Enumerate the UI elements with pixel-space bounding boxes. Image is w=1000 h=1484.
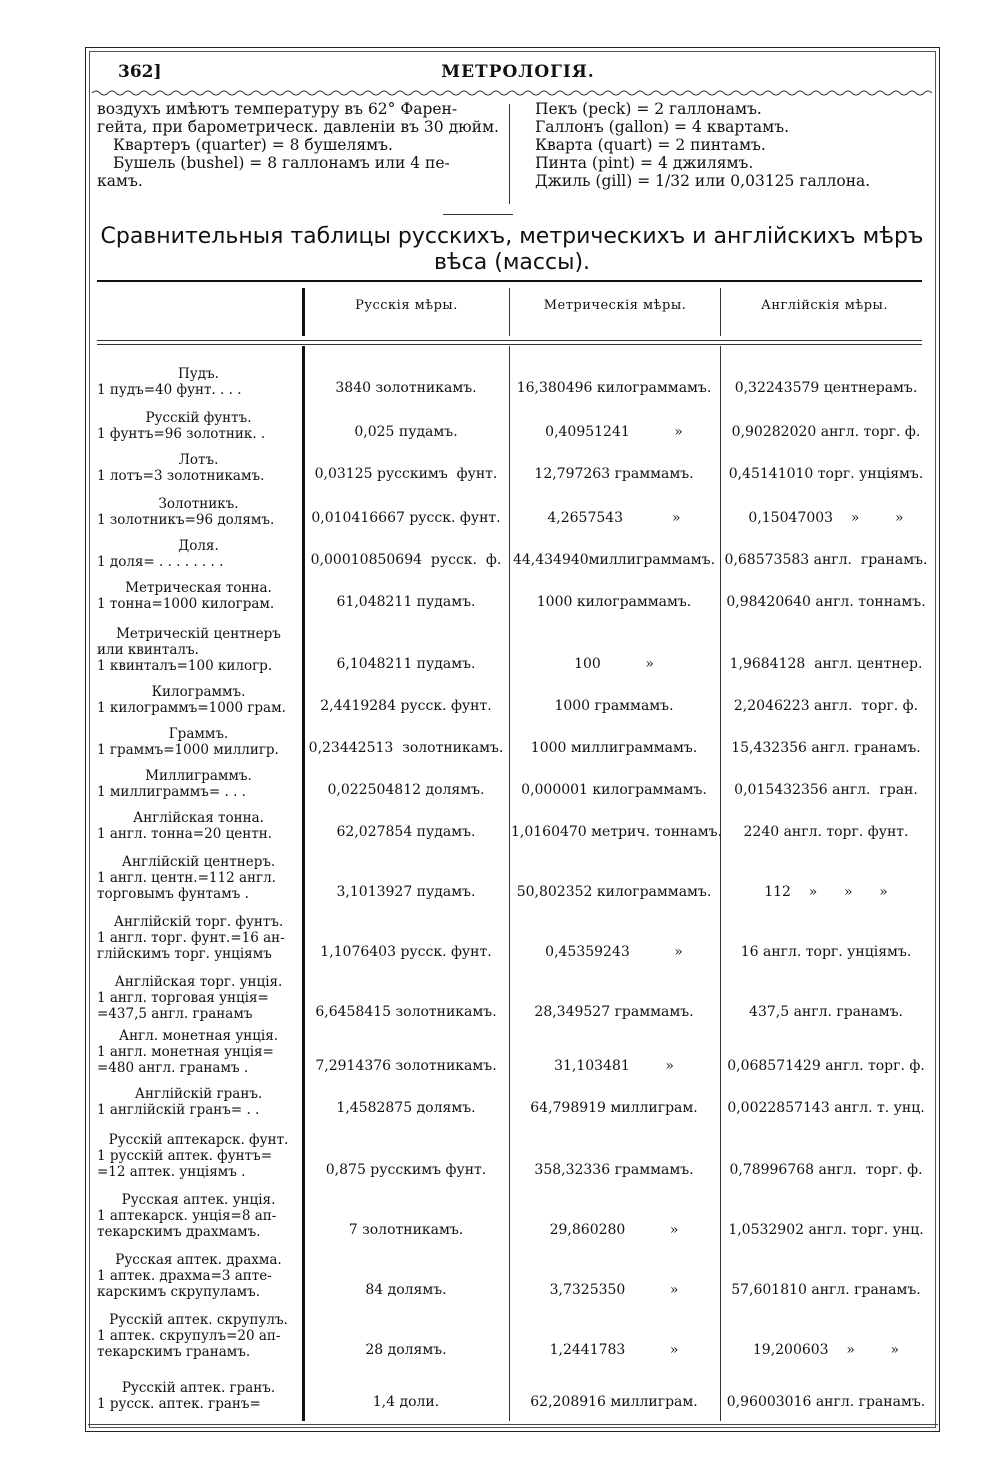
title-rule bbox=[97, 280, 922, 282]
table-row bbox=[97, 618, 932, 680]
unit-cell bbox=[97, 768, 300, 800]
russian-cell: 2,4419284 русск. фунт. bbox=[320, 698, 492, 714]
unit-line: Лотъ. bbox=[178, 452, 219, 468]
metric-cell: 12,797263 граммамъ. bbox=[534, 466, 694, 482]
russian-cell: 0,875 русскимъ фунт. bbox=[325, 1162, 487, 1178]
unit-line: 1 аптек. скрупулъ=20 ап- bbox=[97, 1328, 281, 1344]
section-title-line: Сравнительныя таблицы русскихъ, метрическихъ и англійскихъ мѣръ bbox=[100, 224, 924, 249]
unit-line: Миллиграммъ. bbox=[145, 768, 252, 784]
column-header-russian: Русскія мѣры. bbox=[355, 298, 458, 313]
unit-line: 1 миллиграммъ= . . . bbox=[97, 784, 246, 800]
unit-line: карскимъ скрупуламъ. bbox=[97, 1284, 261, 1300]
unit-line: 1 русск. аптек. гранъ= bbox=[97, 1396, 261, 1412]
metric-cell: 1000 граммамъ. bbox=[554, 698, 674, 714]
english-cell: 0,96003016 англ. гранамъ. bbox=[726, 1394, 926, 1410]
russian-cell: 6,1048211 пудамъ. bbox=[336, 656, 476, 672]
unit-line: 1 англ. монетная унція= bbox=[97, 1044, 274, 1060]
column-header-metric: Метрическія мѣры. bbox=[543, 298, 687, 313]
english-cell: 16 англ. торг. унціямъ. bbox=[740, 944, 912, 960]
russian-cell: 3840 золотникамъ. bbox=[335, 380, 477, 396]
table-row bbox=[97, 1124, 932, 1186]
table-row bbox=[97, 680, 932, 722]
intro-left-line: камъ. bbox=[97, 172, 143, 190]
unit-line: Метрическій центнеръ bbox=[116, 626, 281, 642]
russian-cell: 84 долямъ. bbox=[365, 1282, 447, 1298]
unit-line: Русская аптек. унція. bbox=[121, 1192, 276, 1208]
column-separator bbox=[509, 288, 510, 336]
unit-line: Доля. bbox=[178, 538, 219, 554]
unit-cell bbox=[97, 538, 300, 570]
intro-right-line: Пекъ (peck) = 2 галлонамъ. bbox=[535, 100, 762, 118]
metric-cell: 28,349527 граммамъ. bbox=[534, 1004, 694, 1020]
table-row bbox=[97, 1366, 932, 1418]
table-row bbox=[97, 722, 932, 764]
table-row bbox=[97, 1028, 932, 1082]
intro-right-column bbox=[535, 100, 930, 190]
table-row bbox=[97, 490, 932, 534]
metric-cell: 44,434940миллиграммамъ. bbox=[512, 552, 716, 568]
wavy-rule bbox=[92, 88, 932, 98]
metric-cell: 16,380496 килограммамъ. bbox=[516, 380, 712, 396]
metric-cell: 1,0160470 метрич. тоннамъ. bbox=[511, 824, 722, 840]
unit-line: Англійская торг. унція. bbox=[114, 974, 283, 990]
russian-cell: 1,1076403 русск. фунт. bbox=[320, 944, 492, 960]
unit-line: Англійскій гранъ. bbox=[134, 1086, 263, 1102]
english-cell: 19,200603 » » bbox=[752, 1342, 900, 1358]
metric-cell: 31,103481 » bbox=[554, 1058, 674, 1074]
unit-line: =480 англ. гранамъ . bbox=[97, 1060, 249, 1076]
russian-cell: 0,010416667 русск. фунт. bbox=[311, 510, 501, 526]
unit-cell bbox=[97, 496, 300, 528]
russian-cell: 1,4 доли. bbox=[372, 1394, 440, 1410]
unit-line: текарскимъ гранамъ. bbox=[97, 1344, 251, 1360]
table-row bbox=[97, 968, 932, 1028]
unit-line: текарскимъ драхмамъ. bbox=[97, 1224, 261, 1240]
bottom-rule bbox=[88, 1424, 938, 1425]
page-number: 362] bbox=[118, 62, 162, 82]
unit-line: Золотникъ. bbox=[158, 496, 239, 512]
metric-cell: 0,000001 килограммамъ. bbox=[521, 782, 707, 798]
english-cell: 0,68573583 англ. гранамъ. bbox=[724, 552, 928, 568]
russian-cell: 62,027854 пудамъ. bbox=[336, 824, 476, 840]
unit-line: Граммъ. bbox=[168, 726, 229, 742]
unit-cell bbox=[97, 726, 300, 758]
table-row bbox=[97, 908, 932, 968]
metric-cell: 358,32336 граммамъ. bbox=[534, 1162, 694, 1178]
russian-cell: 1,4582875 долямъ. bbox=[336, 1100, 476, 1116]
unit-line: Русскій фунтъ. bbox=[145, 410, 252, 426]
metric-cell: 1000 миллиграммамъ. bbox=[530, 740, 698, 756]
english-cell: 0,32243579 центнерамъ. bbox=[734, 380, 918, 396]
header-rule bbox=[97, 344, 922, 345]
unit-line: 1 англ. тонна=20 центн. bbox=[97, 826, 273, 842]
metric-cell: 4,2657543 » bbox=[547, 510, 681, 526]
russian-cell: 0,025 пудамъ. bbox=[354, 424, 458, 440]
unit-line: Русскій аптек. гранъ. bbox=[121, 1380, 276, 1396]
running-head: МЕТРОЛОГІЯ. bbox=[441, 62, 595, 82]
table-row bbox=[97, 534, 932, 576]
section-separator bbox=[443, 214, 513, 215]
intro-right-line: Галлонъ (gallon) = 4 квартамъ. bbox=[535, 118, 790, 136]
table-row bbox=[97, 350, 932, 404]
table-row bbox=[97, 848, 932, 908]
unit-cell bbox=[97, 410, 300, 442]
english-cell: 0,015432356 англ. гран. bbox=[734, 782, 918, 798]
unit-line: Пудъ. bbox=[178, 366, 219, 382]
column-header-english: Англійскія мѣры. bbox=[760, 298, 889, 313]
header-rule bbox=[97, 340, 922, 341]
english-cell: 2240 англ. торг. фунт. bbox=[743, 824, 909, 840]
russian-cell: 0,022504812 долямъ. bbox=[327, 782, 485, 798]
english-cell: 1,0532902 англ. торг. унц. bbox=[728, 1222, 924, 1238]
table-row bbox=[97, 1246, 932, 1306]
unit-line: 1 золотникъ=96 долямъ. bbox=[97, 512, 275, 528]
unit-line: 1 пудъ=40 фунт. . . . bbox=[97, 382, 242, 398]
section-title-line: вѣса (массы). bbox=[433, 250, 591, 275]
unit-cell bbox=[97, 974, 300, 1022]
unit-line: Килограммъ. bbox=[151, 684, 246, 700]
unit-cell bbox=[97, 1312, 300, 1360]
russian-cell: 0,00010850694 русск. ф. bbox=[310, 552, 502, 568]
russian-cell: 61,048211 пудамъ. bbox=[336, 594, 476, 610]
section-title bbox=[97, 224, 927, 276]
metric-cell: 64,798919 миллиграм. bbox=[530, 1100, 698, 1116]
unit-line: глійскимъ торг. унціямъ bbox=[97, 946, 272, 962]
intro-left-line: гейта, при барометрическ. давленіи въ 30 дюйм. bbox=[97, 118, 499, 136]
unit-cell bbox=[97, 1252, 300, 1300]
intro-left-line: воздухъ имѣютъ температуру въ 62° Фарен- bbox=[97, 100, 458, 118]
unit-cell bbox=[97, 1086, 300, 1118]
unit-line: торговымъ фунтамъ . bbox=[97, 886, 249, 902]
table-row bbox=[97, 806, 932, 848]
metric-cell: 62,208916 миллиграм. bbox=[530, 1394, 698, 1410]
table-row bbox=[97, 1082, 932, 1124]
english-cell: 0,78996768 англ. торг. ф. bbox=[729, 1162, 923, 1178]
table-row bbox=[97, 764, 932, 806]
unit-line: Метрическая тонна. bbox=[125, 580, 272, 596]
english-cell: 15,432356 англ. гранамъ. bbox=[731, 740, 921, 756]
english-cell: 112 » » » bbox=[764, 884, 888, 900]
intro-column-divider bbox=[509, 104, 510, 204]
unit-line: 1 доля= . . . . . . . . bbox=[97, 554, 224, 570]
unit-cell bbox=[97, 1028, 300, 1076]
intro-left-column bbox=[97, 100, 502, 190]
metric-cell: 1,2441783 » bbox=[549, 1342, 679, 1358]
unit-cell bbox=[97, 1380, 300, 1412]
english-cell: 0,068571429 англ. торг. ф. bbox=[727, 1058, 925, 1074]
metric-cell: 0,45359243 » bbox=[545, 944, 683, 960]
unit-cell bbox=[97, 452, 300, 484]
metric-cell: 50,802352 килограммамъ. bbox=[516, 884, 712, 900]
unit-line: Англ. монетная унція. bbox=[118, 1028, 279, 1044]
english-cell: 0,45141010 торг. унціямъ. bbox=[728, 466, 924, 482]
unit-cell bbox=[97, 1192, 300, 1240]
english-cell: 437,5 англ. гранамъ. bbox=[749, 1004, 903, 1020]
russian-cell: 7,2914376 золотникамъ. bbox=[315, 1058, 497, 1074]
table-row bbox=[97, 448, 932, 490]
unit-cell bbox=[97, 1132, 300, 1180]
unit-cell bbox=[97, 366, 300, 398]
unit-line: 1 аптек. драхма=3 апте- bbox=[97, 1268, 272, 1284]
unit-cell bbox=[97, 684, 300, 716]
unit-line: 1 англ. торг. фунт.=16 ан- bbox=[97, 930, 285, 946]
metric-cell: 0,40951241 » bbox=[545, 424, 683, 440]
english-cell: 0,90282020 англ. торг. ф. bbox=[731, 424, 921, 440]
unit-line: 1 квинталъ=100 килогр. bbox=[97, 658, 273, 674]
intro-right-line: Кварта (quart) = 2 пинтамъ. bbox=[535, 136, 766, 154]
table-row bbox=[97, 404, 932, 448]
english-cell: 0,98420640 англ. тоннамъ. bbox=[726, 594, 926, 610]
intro-right-line: Джиль (gill) = 1/32 или 0,03125 галлона. bbox=[535, 172, 871, 190]
unit-line: 1 килограммъ=1000 грам. bbox=[97, 700, 286, 716]
metric-cell: 29,860280 » bbox=[549, 1222, 679, 1238]
unit-line: =437,5 англ. гранамъ bbox=[97, 1006, 253, 1022]
unit-line: Англійскій торг. фунтъ. bbox=[113, 914, 284, 930]
english-cell: 0,0022857143 англ. т. унц. bbox=[727, 1100, 925, 1116]
intro-left-line: Квартеръ (quarter) = 8 бушелямъ. bbox=[113, 136, 393, 154]
unit-line: 1 тонна=1000 килограм. bbox=[97, 596, 275, 612]
english-cell: 2,2046223 англ. торг. ф. bbox=[733, 698, 919, 714]
unit-line: 1 аптекарск. унція=8 ап- bbox=[97, 1208, 277, 1224]
unit-line: Русскій аптек. скрупулъ. bbox=[109, 1312, 288, 1328]
unit-line: или квинталъ. bbox=[97, 642, 199, 658]
unit-cell bbox=[97, 810, 300, 842]
unit-line: 1 граммъ=1000 миллигр. bbox=[97, 742, 279, 758]
unit-line: Русская аптек. драхма. bbox=[115, 1252, 282, 1268]
russian-cell: 3,1013927 пудамъ. bbox=[336, 884, 476, 900]
intro-right-line: Пинта (pint) = 4 джилямъ. bbox=[535, 154, 754, 172]
unit-line: 1 англ. торговая унція= bbox=[97, 990, 269, 1006]
unit-cell bbox=[97, 854, 300, 902]
table-row bbox=[97, 1306, 932, 1366]
column-separator bbox=[720, 288, 721, 336]
unit-line: 1 фунтъ=96 золотник. . bbox=[97, 426, 266, 442]
metric-cell: 3,7325350 » bbox=[549, 1282, 679, 1298]
english-cell: 1,9684128 англ. центнер. bbox=[729, 656, 923, 672]
english-cell: 0,15047003 » » bbox=[748, 510, 904, 526]
unit-cell bbox=[97, 914, 300, 962]
russian-cell: 28 долямъ. bbox=[365, 1342, 447, 1358]
unit-line: =12 аптек. унціямъ . bbox=[97, 1164, 246, 1180]
unit-line: 1 русскій аптек. фунтъ= bbox=[97, 1148, 273, 1164]
table-row bbox=[97, 576, 932, 618]
table-row bbox=[97, 1186, 932, 1246]
russian-cell: 0,23442513 золотникамъ. bbox=[308, 740, 504, 756]
unit-line: Русскій аптекарск. фунт. bbox=[108, 1132, 289, 1148]
unit-line: 1 лотъ=3 золотникамъ. bbox=[97, 468, 265, 484]
russian-cell: 0,03125 русскимъ фунт. bbox=[314, 466, 498, 482]
intro-left-line: Бушель (bushel) = 8 галлонамъ или 4 пе- bbox=[113, 154, 450, 172]
unit-line: 1 англійскій гранъ= . . bbox=[97, 1102, 260, 1118]
metric-cell: 1000 килограммамъ. bbox=[536, 594, 692, 610]
unit-line: Англійскій центнеръ. bbox=[121, 854, 276, 870]
russian-cell: 7 золотникамъ. bbox=[348, 1222, 464, 1238]
unit-line: 1 англ. центн.=112 англ. bbox=[97, 870, 276, 886]
unit-line: Англійская тонна. bbox=[133, 810, 264, 826]
english-cell: 57,601810 англ. гранамъ. bbox=[731, 1282, 921, 1298]
russian-cell: 6,6458415 золотникамъ. bbox=[315, 1004, 497, 1020]
unit-cell bbox=[97, 580, 300, 612]
unit-cell bbox=[97, 626, 300, 674]
metric-cell: 100 » bbox=[574, 656, 654, 672]
